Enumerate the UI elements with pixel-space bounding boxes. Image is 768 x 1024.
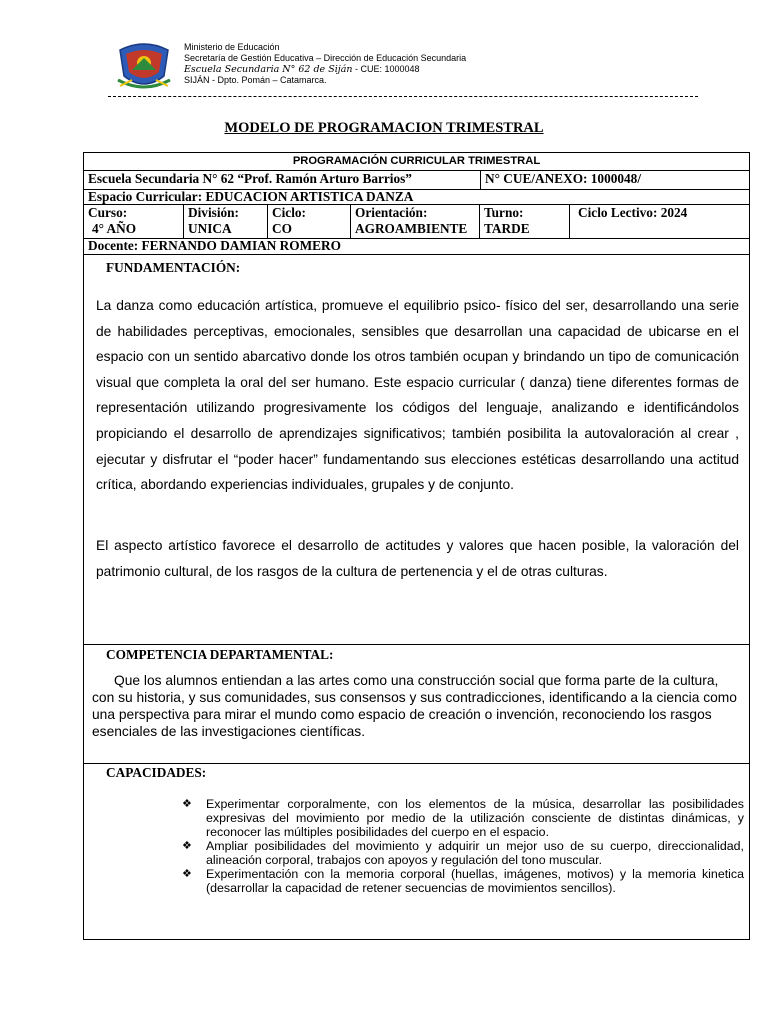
orientacion-value: AGROAMBIENTE (355, 221, 468, 236)
competencia-section (84, 645, 749, 764)
ciclo-value: CO (272, 221, 292, 236)
secretariat-name: Secretaría de Gestión Educativa – Dirección de Educación Secundaria (184, 53, 467, 63)
table-title-row (84, 153, 749, 171)
course-info-row (84, 205, 749, 239)
capacidades-section (84, 764, 749, 939)
fundamentacion-paragraph-2: El aspecto artístico favorece el desarrollo de actitudes y valores que hacen posible, la valoración del patrimonio cultural, de los rasgos de la cultura de pertenencia y el de otras culturas. (96, 538, 739, 579)
diamond-bullet-icon: ❖ (182, 840, 192, 852)
letterhead (114, 36, 704, 96)
school-row (84, 171, 749, 190)
docente-row (84, 239, 749, 255)
orientacion-label: Orientación: (355, 205, 428, 220)
capacidad-text: Experimentación con la memoria corporal (huellas, imágenes, motivos) y la memoria kinetica (desarrollar la capacidad de retener secuencias de movimientos sencillos). (206, 867, 744, 895)
fundamentacion-section (84, 255, 749, 645)
cue-annex-cell: N° CUE/ANEXO: 1000048/ (485, 171, 642, 186)
orientacion-cell (351, 205, 480, 238)
curso-value: 4° AÑO (92, 221, 137, 236)
competencia-heading: COMPETENCIA DEPARTAMENTAL: (106, 647, 334, 662)
capacidad-text: Experimentar corporalmente, con los elementos de la música, desarrollar las posibilidades expresivas del movimiento por medio de la utilización consciente de distintas dinámicas, y reconocer las múltiples posibilidades del cuerpo en el espacio. (206, 797, 744, 839)
header-divider (108, 96, 698, 97)
ministry-name: Ministerio de Educación (184, 42, 280, 52)
espacio-cell: Espacio Curricular: EDUCACION ARTISTICA DANZA (88, 189, 414, 204)
school-name: Escuela Secundaria N° 62 de Siján (184, 64, 353, 75)
list-item (182, 839, 744, 867)
capacidades-heading: CAPACIDADES: (106, 765, 207, 780)
fundamentacion-paragraph-1: La danza como educación artística, promueve el equilibrio psico- físico del ser, desarrollando una serie de habilidades perceptivas, emocionales, sensibles que desarrollan una capacidad de ubicarse en el espacio con un sentido abarcativo donde los otros también ocupan y brindando un tipo de comunicación visual que completa la oral del ser humano. Este espacio curricular ( danza) tiene diferentes formas de representación utilizando progresivamente los códigos del lenguaje, analizando e identificándolos propiciando el desarrollo de aprendizajes significativos; también posibilita la autovaloración al crear , ejecutar y disfrutar el “poder hacer” fundamentando sus elecciones estéticas desarrollando una actitud crítica, abordando experiencias individuales, grupales y de conjunto. (96, 298, 739, 493)
list-item (182, 867, 744, 895)
capacidad-text: Ampliar posibilidades del movimiento y adquirir un mejor uso de su cuerpo, direccionalidad, alineación corporal, trabajos con apoyos y regulación del tono muscular. (206, 839, 744, 867)
competencia-paragraph: Que los alumnos entiendan a las artes como una construcción social que forma parte de la cultura, con su historia, y sus comunidades, sus consensos y sus contradicciones, identificando a la ciencia como una perspectiva para mirar el mundo como espacio de creación o invención, reconociendo los rasgos esenciales de las investigaciones científicas. (92, 673, 737, 739)
docente-cell: Docente: FERNANDO DAMIAN ROMERO (88, 238, 341, 253)
curso-cell (84, 205, 184, 238)
school-line (184, 64, 466, 75)
programacion-table (83, 152, 750, 940)
location-line: SIJÁN - Dpto. Pomán – Catamarca. (184, 75, 327, 85)
fundamentacion-heading: FUNDAMENTACIÓN: (106, 260, 241, 275)
division-value: UNICA (188, 221, 232, 236)
capacidades-list (182, 797, 744, 895)
division-cell (184, 205, 268, 238)
ciclo-lectivo: Ciclo Lectivo: 2024 (578, 205, 688, 220)
ciclo-label: Ciclo: (272, 205, 306, 220)
curso-label: Curso: (88, 205, 128, 220)
cue-text: - CUE: 1000048 (352, 64, 420, 74)
table-title: PROGRAMACIÓN CURRICULAR TRIMESTRAL (292, 155, 541, 167)
espacio-row (84, 190, 749, 205)
ciclo-lectivo-cell (570, 205, 749, 238)
diamond-bullet-icon: ❖ (182, 868, 192, 880)
school-cell: Escuela Secundaria N° 62 “Prof. Ramón Arturo Barrios” (84, 171, 481, 189)
ciclo-cell (268, 205, 351, 238)
division-label: División: (188, 205, 239, 220)
diamond-bullet-icon: ❖ (182, 798, 192, 810)
turno-cell (480, 205, 570, 238)
turno-label: Turno: (484, 205, 524, 220)
document-title: MODELO DE PROGRAMACION TRIMESTRAL (224, 120, 544, 136)
list-item (182, 797, 744, 839)
turno-value: TARDE (484, 221, 530, 236)
school-emblem-icon (114, 36, 174, 94)
